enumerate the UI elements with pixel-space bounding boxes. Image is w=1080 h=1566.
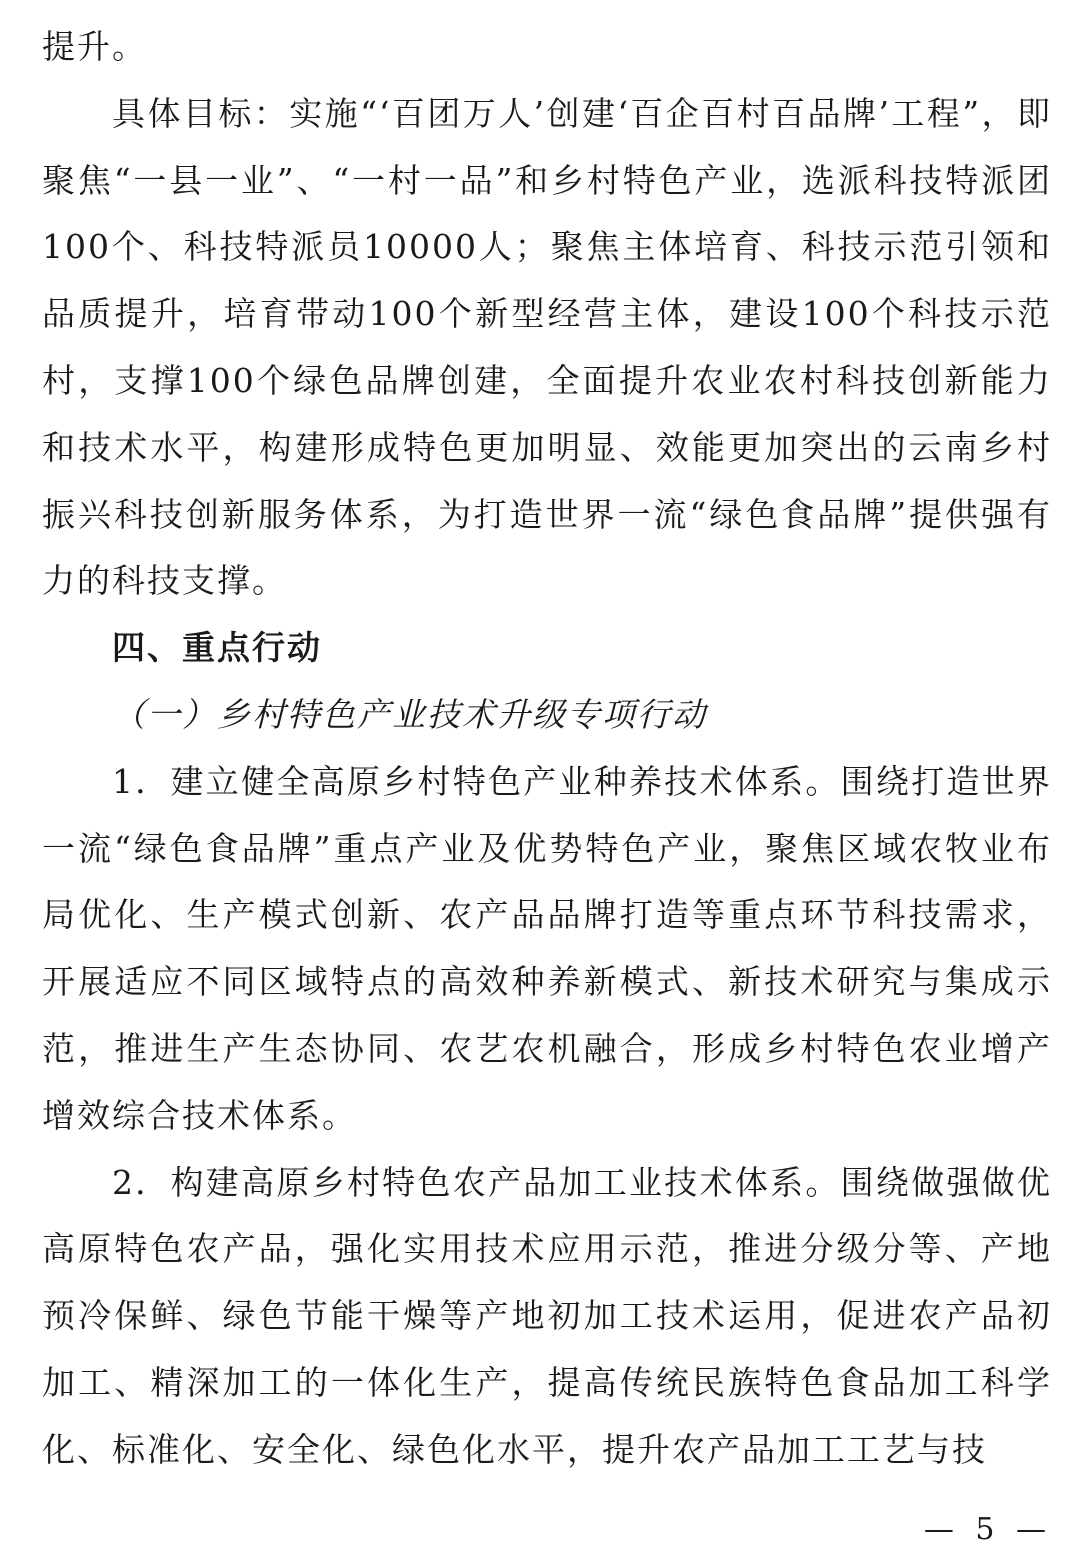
- section-heading-key-actions: 四、重点行动: [112, 628, 322, 668]
- paragraph-continuation: 提升。: [42, 27, 147, 66]
- paragraph-specific-goals: 具体目标：实施“‘百团万人’创建‘百企百村百品牌’工程”，即聚焦“一县一业”、“一村一品”和乡村特色产业，选派科技特派团100个、科技特派员10000人；聚焦主体培育、科技示范引领和品质提升，培育带动100个新型经营主体，建设100个科技示范村，支撑100个绿色品牌创建，全面提升农业农村科技创新能力和技术水平，构建形成特色更加明显、效能更加突出的云南乡村振兴科技创新服务体系，为打造世界一流“绿色食品牌”提供强有力的科技支撑。: [42, 93, 1052, 601]
- paragraph-item-1: 1．建立健全高原乡村特色产业种养技术体系。围绕打造世界一流“绿色食品牌”重点产业及优势特色产业，聚焦区域农牧业布局优化、生产模式创新、农产品品牌打造等重点环节科技需求，开展适应不同区域特点的高效种养新模式、新技术研究与集成示范，推进生产生态协同、农艺农机融合，形成乡村特色农业增产增效综合技术体系。: [42, 761, 1052, 1135]
- document-page: [42, 14, 1052, 1484]
- subsection-heading-industry-upgrade: （一）乡村特色产业技术升级专项行动: [112, 694, 707, 734]
- page-number: — 5 —: [923, 1512, 1052, 1547]
- paragraph-item-2: 2．构建高原乡村特色农产品加工业技术体系。围绕做强做优高原特色农产品，强化实用技术应用示范，推进分级分等、产地预冷保鲜、绿色节能干燥等产地初加工技术运用，促进农产品初加工、精深加工的一体化生产，提高传统民族特色食品加工科学化、标准化、安全化、绿色化水平，提升农产品加工工艺与技: [42, 1162, 1052, 1469]
